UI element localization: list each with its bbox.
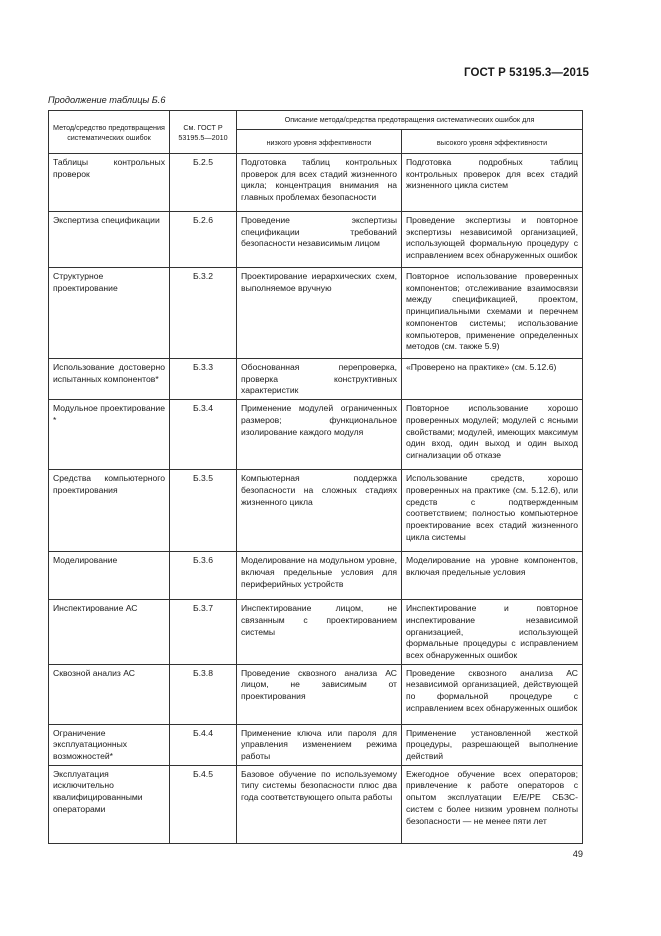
cell-method: Таблицы контрольных проверок [49, 154, 170, 212]
cell-ref: Б.3.7 [170, 600, 237, 665]
cell-low-level: Подготовка таблиц контрольных проверок для всех стадий жизненного цикла; концентрация внимания на главных проблемах безопасности [237, 154, 402, 212]
table-row [49, 724, 583, 765]
cell-high-level: Использование средств, хорошо проверенных на практике (см. 5.12.6), или средств с подтвержденным соответствием; полностью компьютерное проектирование всех стадий жизненного цикла системы [402, 470, 583, 552]
table-row [49, 600, 583, 665]
cell-method: Использование достоверно испытанных компонентов* [49, 359, 170, 400]
table-row [49, 552, 583, 600]
cell-high-level: Проведение экспертизы и повторное экспертизы независимой организацией, использующей формальную процедуру с исправлением всех обнаруженных ошибок [402, 212, 583, 268]
cell-high-level: Повторное использование проверенных компонентов; отслеживание взаимосвязи между спецификацией, проектом, принципиальными схемами и перечнем компонентов системы; использование компьютеров, применение определенных методов (см. также 5.9) [402, 268, 583, 359]
cell-high-level: Применение установленной жесткой процедуры, разрешающей выполнение действий [402, 724, 583, 765]
cell-low-level: Применение модулей ограниченных размеров; функциональное изолирование каждого модуля [237, 400, 402, 470]
methods-table [48, 110, 583, 844]
table-caption: Продолжение таблицы Б.6 [48, 95, 166, 105]
cell-ref: Б.2.6 [170, 212, 237, 268]
header-description: Описание метода/средства предотвращения систематических ошибок для [237, 111, 583, 130]
cell-method: Ограничение эксплуатационных возможностей* [49, 724, 170, 765]
cell-method: Сквозной анализ АС [49, 664, 170, 724]
cell-ref: Б.3.8 [170, 664, 237, 724]
cell-method: Экспертиза спецификации [49, 212, 170, 268]
cell-ref: Б.2.5 [170, 154, 237, 212]
header-method: Метод/средство предотвращения систематических ошибок [49, 111, 170, 154]
header-ref: См. ГОСТ Р 53195.5—2010 [170, 111, 237, 154]
cell-ref: Б.4.4 [170, 724, 237, 765]
cell-high-level: «Проверено на практике» (см. 5.12.6) [402, 359, 583, 400]
cell-ref: Б.3.6 [170, 552, 237, 600]
cell-low-level: Проектирование иерархических схем, выполняемое вручную [237, 268, 402, 359]
cell-low-level: Базовое обучение по используемому типу системы безопасности плюс два года соответствующего опыта работы [237, 765, 402, 843]
cell-high-level: Ежегодное обучение всех операторов; привлечение к работе операторов с опытом эксплуатации Е/Е/РЕ СБЗС-систем с более низким уровнем полноты безопасности — не менее пяти лет [402, 765, 583, 843]
table-row [49, 268, 583, 359]
header-low-level: низкого уровня эффективности [237, 130, 402, 154]
cell-ref: Б.3.4 [170, 400, 237, 470]
table-row [49, 400, 583, 470]
cell-high-level: Проведение сквозного анализа АС независимой организацией, действующей по формальной процедуре с исправлением всех обнаруженных ошибок [402, 664, 583, 724]
cell-method: Структурное проектирование [49, 268, 170, 359]
page-number: 49 [572, 849, 583, 859]
cell-ref: Б.3.5 [170, 470, 237, 552]
table-row [49, 664, 583, 724]
cell-high-level: Подготовка подробных таблиц контрольных проверок для всех стадий жизненного цикла систем [402, 154, 583, 212]
cell-low-level: Проведение сквозного анализа АС лицом, не зависимым от проектирования [237, 664, 402, 724]
table-row [49, 154, 583, 212]
cell-ref: Б.3.2 [170, 268, 237, 359]
table-row [49, 212, 583, 268]
cell-low-level: Моделирование на модульном уровне, включая предельные условия для периферийных устройств [237, 552, 402, 600]
cell-high-level: Инспектирование и повторное инспектирование независимой организацией, использующей формальные процедуры с исправлением всех обнаруженных ошибок [402, 600, 583, 665]
cell-method: Модульное проектирование * [49, 400, 170, 470]
cell-low-level: Обоснованная перепроверка, проверка конструктивных характеристик [237, 359, 402, 400]
header-high-level: высокого уровня эффективности [402, 130, 583, 154]
cell-method: Моделирование [49, 552, 170, 600]
cell-high-level: Моделирование на уровне компонентов, включая предельные условия [402, 552, 583, 600]
cell-low-level: Компьютерная поддержка безопасности на сложных стадиях жизненного цикла [237, 470, 402, 552]
cell-ref: Б.4.5 [170, 765, 237, 843]
document-code: ГОСТ Р 53195.3—2015 [464, 67, 589, 79]
cell-method: Эксплуатация исключительно квалифицированными операторами [49, 765, 170, 843]
cell-ref: Б.3.3 [170, 359, 237, 400]
cell-high-level: Повторное использование хорошо проверенных модулей; модулей с ясными свойствами; модулей, имеющих максимум один вход, один выход и один выход сигнализации об отказе [402, 400, 583, 470]
cell-low-level: Инспектирование лицом, не связанным с проектированием системы [237, 600, 402, 665]
cell-low-level: Проведение экспертизы спецификации требований безопасности независимым лицом [237, 212, 402, 268]
cell-low-level: Применение ключа или пароля для управления изменением режима работы [237, 724, 402, 765]
cell-method: Инспектирование АС [49, 600, 170, 665]
table-row [49, 470, 583, 552]
table-row [49, 359, 583, 400]
table-row [49, 765, 583, 843]
cell-method: Средства компьютерного проектирования [49, 470, 170, 552]
